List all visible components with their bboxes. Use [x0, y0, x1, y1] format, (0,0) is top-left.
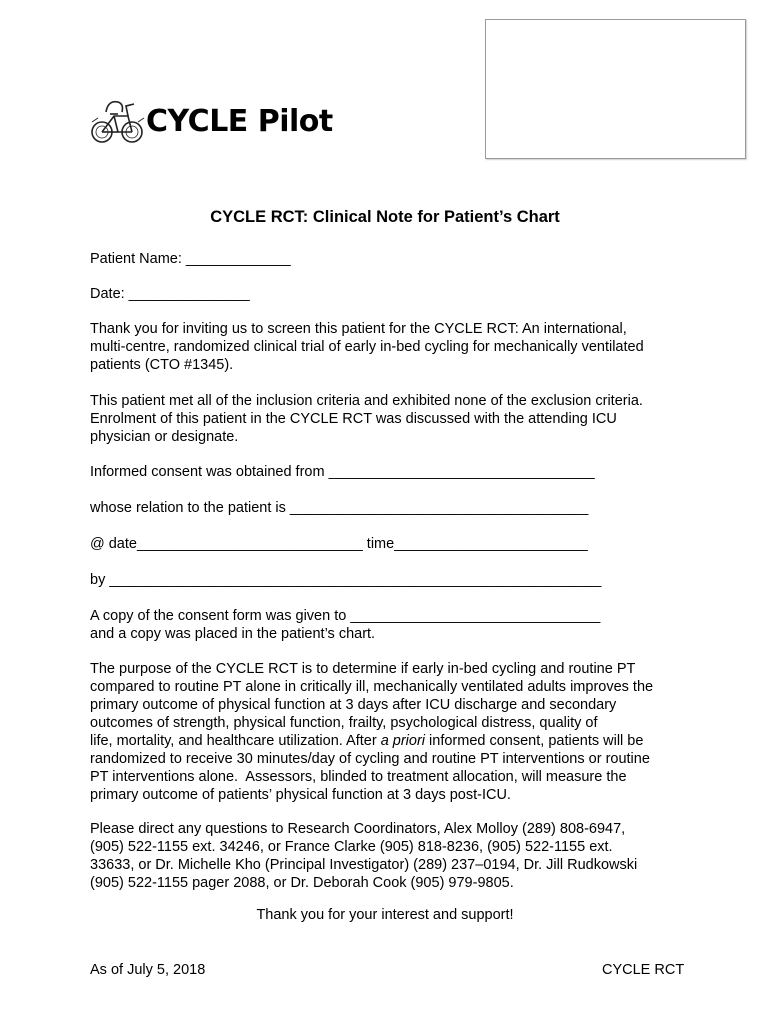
purpose-line: The purpose of the CYCLE RCT is to determine if early in-bed cycling and routine PT [90, 661, 636, 677]
thanks-text: Thank you for your interest and support! [256, 907, 514, 923]
consent-obtained-field[interactable]: Informed consent was obtained from _________________________________ [90, 464, 595, 480]
cycle-pilot-logo [88, 92, 333, 154]
bicycle-icon [88, 92, 148, 152]
purpose-line [90, 732, 690, 750]
criteria-line: This patient met all of the inclusion criteria and exhibited none of the exclusion criteria. [90, 393, 643, 409]
copy-placed-text: and a copy was placed in the patient’s chart. [90, 626, 376, 642]
intro-paragraph [90, 320, 690, 374]
footer-label: CYCLE RCT [602, 962, 685, 978]
contacts-line: Please direct any questions to Research Coordinators, Alex Molloy (289) 808-6947, [90, 821, 626, 837]
contacts-line: (905) 522-1155 ext. 34246, or France Clarke (905) 818-8236, (905) 522-1155 ext. [90, 839, 613, 855]
copy-given-field[interactable]: A copy of the consent form was given to _______________________________ [90, 608, 601, 624]
purpose-line: compared to routine PT alone in critically ill, mechanically ventilated adults improves the [90, 679, 654, 695]
purpose-line: PT interventions alone. Assessors, blinded to treatment allocation, will measure the [90, 769, 627, 785]
consent-by-field[interactable]: by _____________________________________________________________ [90, 572, 602, 588]
purpose-line: primary outcome of physical function at 3 days after ICU discharge and secondary [90, 697, 617, 713]
purpose-line: outcomes of strength, physical function, frailty, psychological distress, quality of [90, 715, 598, 731]
purpose-line: randomized to receive 30 minutes/day of cycling and routine PT interventions or routine [90, 751, 650, 767]
intro-line: Thank you for inviting us to screen this patient for the CYCLE RCT: An international, [90, 321, 627, 337]
contacts-line: (905) 522-1155 pager 2088, or Dr. Deborah Cook (905) 979-9805. [90, 875, 514, 891]
logo-text: CYCLE Pilot [146, 104, 333, 139]
purpose-paragraph [90, 660, 690, 804]
intro-line: multi-centre, randomized clinical trial of early in-bed cycling for mechanically ventilated [90, 339, 644, 355]
intro-line: patients (CTO #1345). [90, 357, 234, 373]
relation-field[interactable]: whose relation to the patient is _____________________________________ [90, 500, 589, 516]
patient-name-field[interactable]: Patient Name: _____________ [90, 251, 291, 267]
purpose-line: primary outcome of patients’ physical function at 3 days post-ICU. [90, 787, 511, 803]
patient-label-box [485, 19, 746, 159]
criteria-line: physician or designate. [90, 429, 239, 445]
contacts-paragraph [90, 820, 690, 892]
purpose-text: informed consent, patients will be [425, 733, 644, 749]
footer-date: As of July 5, 2018 [90, 962, 206, 978]
criteria-line: Enrolment of this patient in the CYCLE RCT was discussed with the attending ICU [90, 411, 617, 427]
purpose-text: life, mortality, and healthcare utilization. After [90, 733, 381, 749]
page-title: CYCLE RCT: Clinical Note for Patient’s Chart [210, 208, 560, 226]
date-time-field[interactable]: @ date____________________________ time________________________ [90, 536, 588, 552]
contacts-line: 33633, or Dr. Michelle Kho (Principal Investigator) (289) 237–0194, Dr. Jill Rudkowski [90, 857, 638, 873]
criteria-paragraph [90, 392, 690, 446]
a-priori-italic: a priori [380, 733, 426, 749]
date-field[interactable]: Date: _______________ [90, 286, 250, 302]
